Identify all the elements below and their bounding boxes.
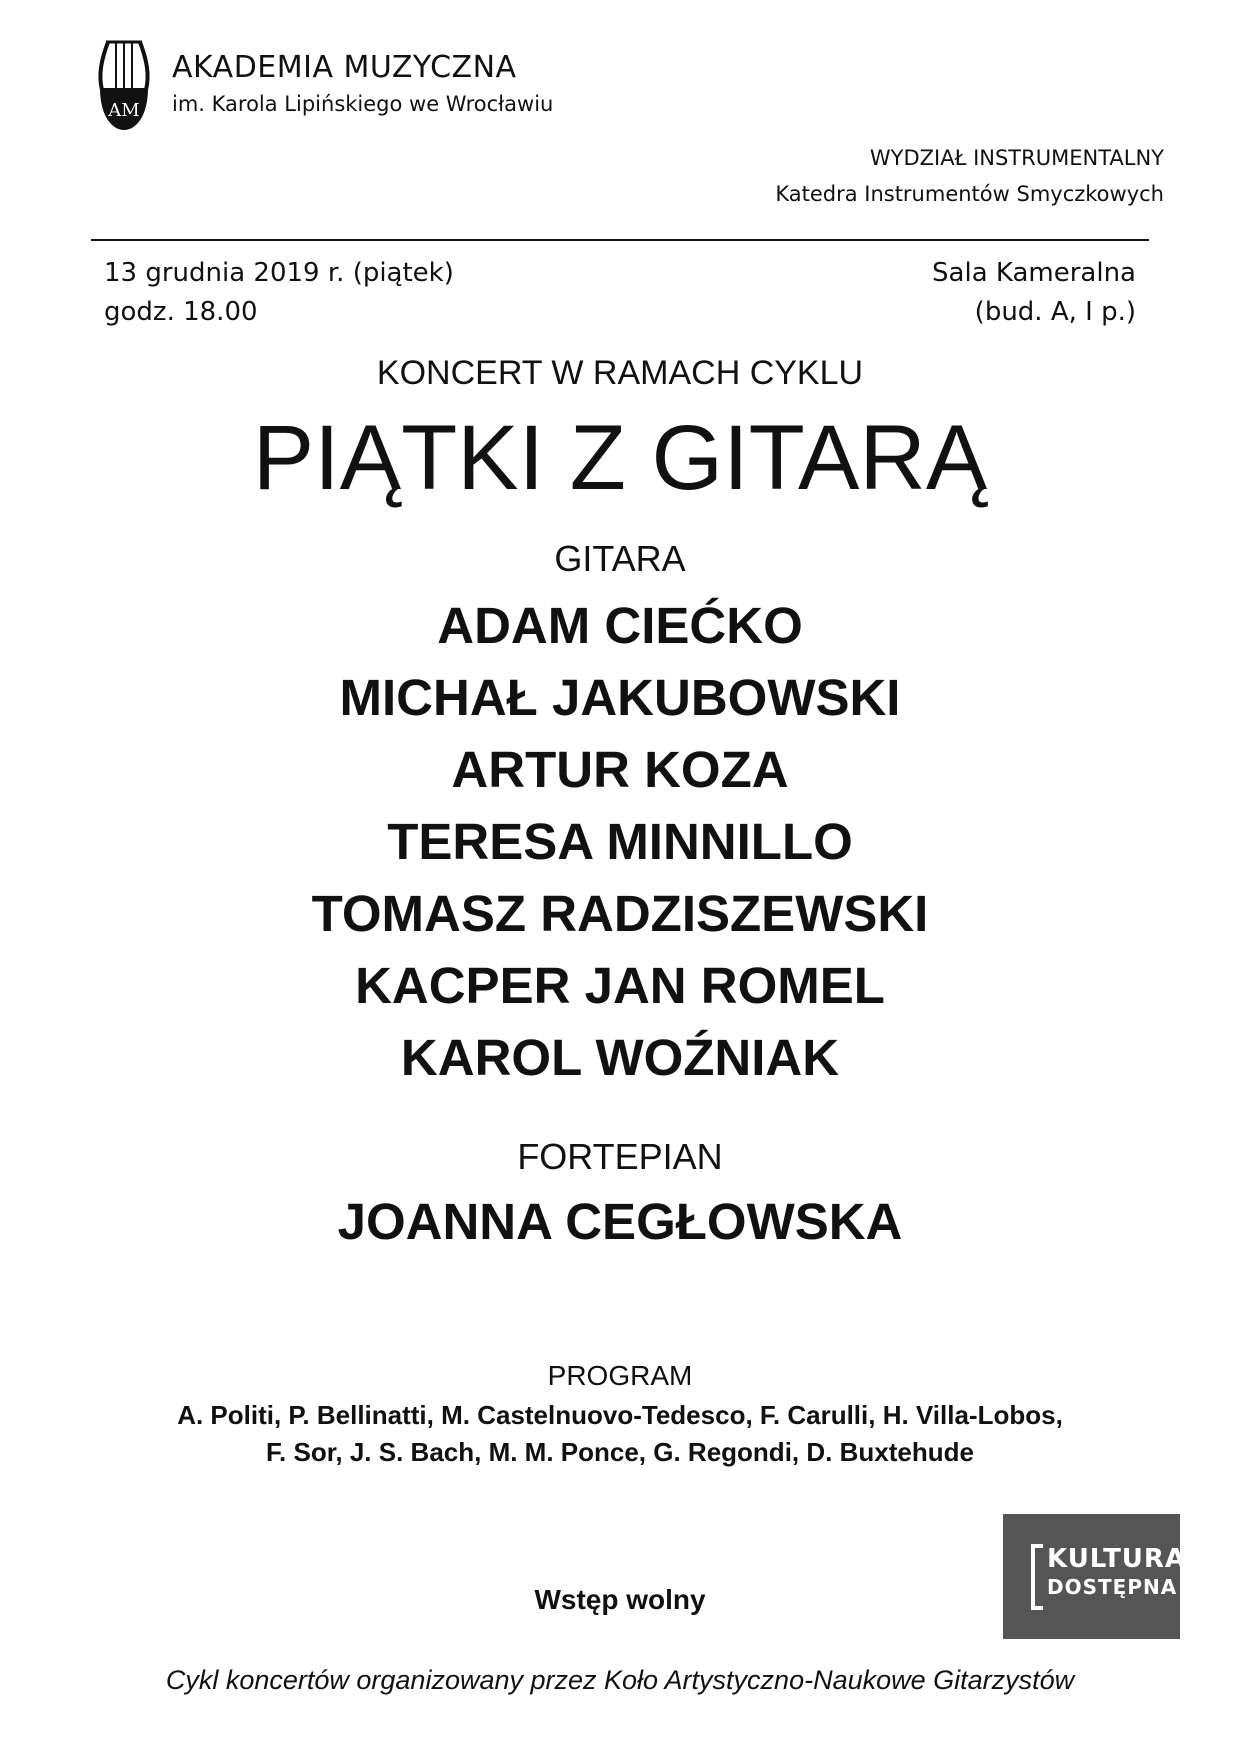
- entry-info: Wstęp wolny: [534, 1584, 706, 1615]
- piano-label: FORTEPIAN: [517, 1136, 723, 1177]
- performer-piano: JOANNA CEGŁOWSKA: [337, 1193, 903, 1250]
- program-line: A. Politi, P. Bellinatti, M. Castelnuovo-Tedesco, F. Carulli, H. Villa-Lobos,: [177, 1400, 1063, 1430]
- department-name: Katedra Instrumentów Smyczkowych: [775, 182, 1164, 206]
- performer-guitar: TOMASZ RADZISZEWSKI: [311, 885, 929, 942]
- concert-kicker: KONCERT W RAMACH CYKLU: [376, 354, 864, 392]
- badge-line-2: DOSTĘPNA: [1047, 1575, 1178, 1599]
- program-label: PROGRAM: [547, 1360, 693, 1391]
- performer-guitar: KAROL WOŹNIAK: [400, 1029, 840, 1086]
- badge-line-1: KULTURA: [1047, 1544, 1187, 1574]
- event-date: 13 grudnia 2019 r. (piątek): [104, 258, 454, 288]
- concert-title: PIĄTKI Z GITARĄ: [252, 407, 988, 509]
- footer-note: Cykl koncertów organizowany przez Koło Artystyczno-Naukowe Gitarzystów: [165, 1665, 1075, 1695]
- event-venue: Sala Kameralna: [932, 258, 1136, 288]
- institution-name: AKADEMIA MUZYCZNA: [172, 50, 517, 85]
- performer-guitar: KACPER JAN ROMEL: [355, 957, 885, 1014]
- kultura-dostepna-logo: [1003, 1514, 1187, 1639]
- performer-guitar: ADAM CIEĆKO: [437, 597, 803, 654]
- event-venue-detail: (bud. A, I p.): [974, 297, 1136, 327]
- svg-text:AM: AM: [108, 100, 140, 121]
- guitar-label: GITARA: [554, 538, 686, 579]
- performer-guitar: TERESA MINNILLO: [387, 813, 853, 870]
- performer-guitar: MICHAŁ JAKUBOWSKI: [339, 669, 901, 726]
- header-divider: [91, 239, 1149, 241]
- bracket-icon: [1031, 1544, 1043, 1610]
- institution-subtitle: im. Karola Lipińskiego we Wrocławiu: [172, 92, 554, 116]
- performer-guitar: ARTUR KOZA: [451, 741, 789, 798]
- academy-logo: [92, 36, 156, 132]
- program-line: F. Sor, J. S. Bach, M. M. Ponce, G. Regondi, D. Buxtehude: [266, 1437, 974, 1467]
- faculty-name: WYDZIAŁ INSTRUMENTALNY: [869, 146, 1164, 170]
- event-time: godz. 18.00: [104, 297, 258, 327]
